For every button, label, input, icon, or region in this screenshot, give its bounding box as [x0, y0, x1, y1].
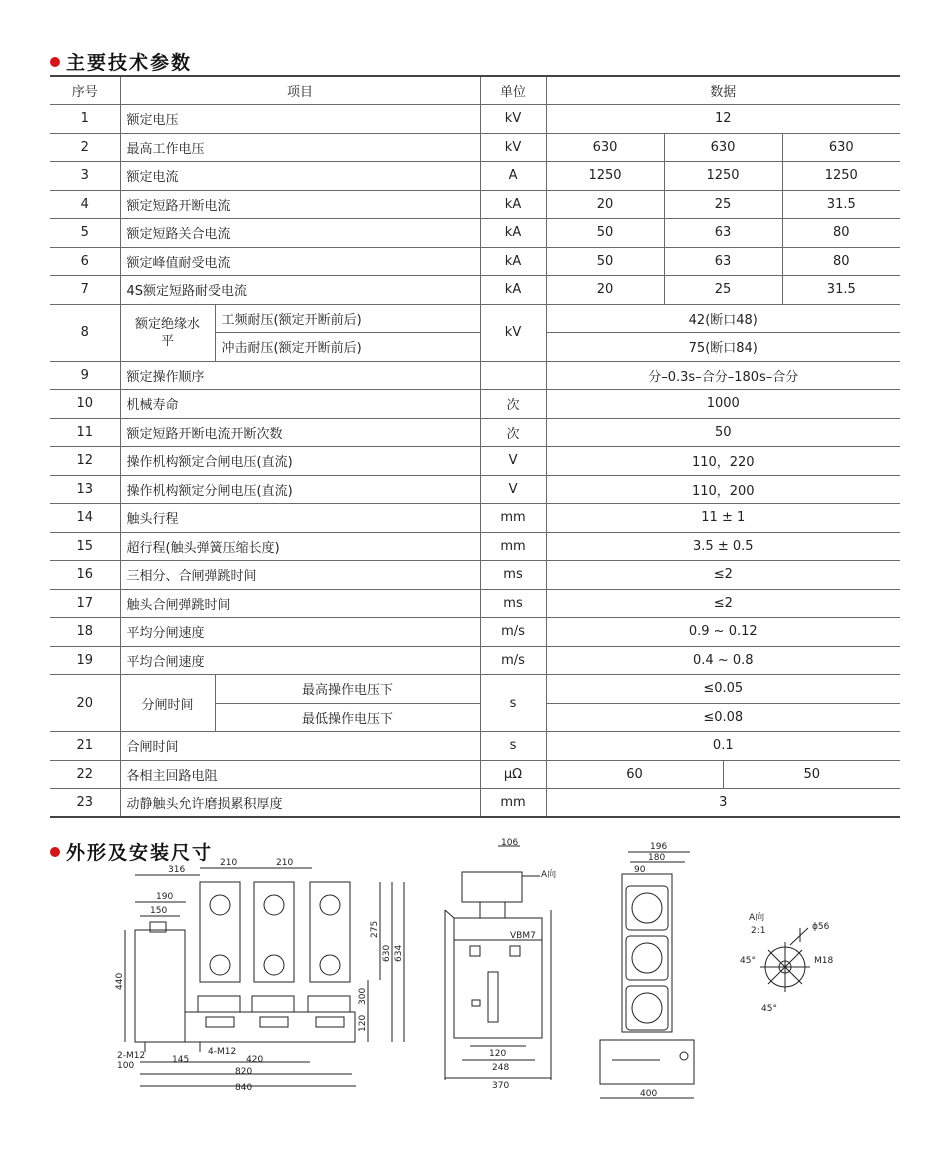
row-value: 1250: [546, 162, 664, 191]
row-value: 110，200: [546, 475, 900, 504]
row-item: 合闸时间: [120, 732, 480, 761]
dim-400-label: 400: [640, 1089, 658, 1099]
header-no: 序号: [50, 76, 120, 105]
row-unit: mm: [480, 504, 546, 533]
row-value: 25: [664, 190, 782, 219]
table-row: [50, 561, 900, 590]
angle-45-label: 45°: [761, 1004, 777, 1014]
row-value: 60: [546, 760, 723, 789]
row-no: 8: [50, 304, 120, 361]
row-item: 平均合闸速度: [120, 646, 480, 675]
table-row: [50, 618, 900, 647]
dim-120-label: 120: [358, 1014, 368, 1032]
dim-440-label: 440: [115, 972, 125, 990]
row-no: 23: [50, 789, 120, 818]
row-no: 16: [50, 561, 120, 590]
row-unit: mm: [480, 789, 546, 818]
row-value: 630: [546, 133, 664, 162]
dim-phi56-label: ϕ56: [812, 922, 830, 932]
front-view-labels: [115, 858, 404, 1093]
row-subitem: 最低操作电压下: [215, 703, 480, 732]
row-no: 19: [50, 646, 120, 675]
detail-a-labels: [740, 911, 833, 1014]
row-value: ≤2: [546, 561, 900, 590]
row-unit: kV: [480, 133, 546, 162]
dim-106-label: 106: [501, 838, 519, 848]
dim-150-label: 150: [150, 906, 168, 916]
dim-145-label: 145: [172, 1055, 190, 1065]
row-item: 额定操作顺序: [120, 361, 480, 390]
row-subitem: 工频耐压(额定开断前后): [215, 304, 480, 333]
row-item: 额定电流: [120, 162, 480, 191]
table-row: [50, 361, 900, 390]
spec-table: [50, 75, 900, 818]
row-value: 3.5 ± 0.5: [546, 532, 900, 561]
dim-180-label: 180: [648, 853, 666, 863]
row-unit: kA: [480, 247, 546, 276]
dim-300-label: 300: [358, 987, 368, 1005]
dim-190-label: 190: [156, 892, 174, 902]
detail-a-drawing: [760, 928, 810, 992]
row-subitem: 最高操作电压下: [215, 675, 480, 704]
row-no: 1: [50, 105, 120, 134]
table-row: [50, 276, 900, 305]
row-unit: 次: [480, 390, 546, 419]
dim-840-label: 840: [235, 1083, 253, 1093]
row-item: 三相分、合闸弹跳时间: [120, 561, 480, 590]
table-row: [50, 675, 900, 704]
row-no: 14: [50, 504, 120, 533]
row-group: 额定绝缘水平: [120, 304, 215, 361]
row-value: 50: [546, 219, 664, 248]
row-unit: m/s: [480, 646, 546, 675]
row-value: 63: [664, 247, 782, 276]
row-value: ≤0.05: [546, 675, 900, 704]
dim-248-label: 248: [492, 1063, 510, 1073]
row-item: 触头行程: [120, 504, 480, 533]
row-value: 11 ± 1: [546, 504, 900, 533]
top-view-drawing: [600, 852, 694, 1098]
row-item: 各相主回路电阻: [120, 760, 480, 789]
row-value: 42(断口48): [546, 304, 900, 333]
dim-210-label: 210: [220, 858, 238, 868]
row-item: 操作机构额定合闸电压(直流): [120, 447, 480, 476]
row-value: 50: [723, 760, 900, 789]
row-unit: kA: [480, 190, 546, 219]
row-unit: V: [480, 447, 546, 476]
row-no: 6: [50, 247, 120, 276]
row-unit: m/s: [480, 618, 546, 647]
row-value: ≤2: [546, 589, 900, 618]
row-item: 额定峰值耐受电流: [120, 247, 480, 276]
side-view-drawing: [445, 846, 551, 1080]
a-view-label: A向: [541, 870, 557, 880]
row-value: 50: [546, 247, 664, 276]
row-no: 9: [50, 361, 120, 390]
row-item: 额定短路开断电流开断次数: [120, 418, 480, 447]
row-item: 最高工作电压: [120, 133, 480, 162]
row-no: 13: [50, 475, 120, 504]
dim-196-label: 196: [650, 842, 668, 852]
row-value: 630: [664, 133, 782, 162]
table-row: [50, 390, 900, 419]
row-value: 20: [546, 190, 664, 219]
row-item: 额定短路关合电流: [120, 219, 480, 248]
row-value: 0.1: [546, 732, 900, 761]
table-row: [50, 133, 900, 162]
row-no: 18: [50, 618, 120, 647]
row-value: 80: [782, 247, 900, 276]
row-no: 17: [50, 589, 120, 618]
table-row: [50, 760, 900, 789]
row-no: 2: [50, 133, 120, 162]
row-unit: [480, 361, 546, 390]
row-value: 50: [546, 418, 900, 447]
row-value: 31.5: [782, 276, 900, 305]
dim-2m12-label: 2-M12: [117, 1051, 146, 1061]
table-row: [50, 475, 900, 504]
row-value: 31.5: [782, 190, 900, 219]
row-no: 3: [50, 162, 120, 191]
row-no: 20: [50, 675, 120, 732]
row-value: 3: [546, 789, 900, 818]
dim-370-label: 370: [492, 1081, 510, 1091]
dim-100-label: 100: [117, 1061, 135, 1071]
angle-45-label: 45°: [740, 956, 756, 966]
row-item: 动静触头允许磨损累积厚度: [120, 789, 480, 818]
table-row: [50, 219, 900, 248]
model-label: VBM7: [510, 931, 536, 941]
row-item: 触头合闸弹跳时间: [120, 589, 480, 618]
row-value: 110，220: [546, 447, 900, 476]
row-unit: kV: [480, 304, 546, 361]
table-row: [50, 447, 900, 476]
row-item: 4S额定短路耐受电流: [120, 276, 480, 305]
row-group: 分闸时间: [120, 675, 215, 732]
table-row: [50, 304, 900, 333]
row-value: 分–0.3s–合分–180s–合分: [546, 361, 900, 390]
detail-scale: 2:1: [751, 926, 766, 936]
dim-275-label: 275: [370, 920, 380, 938]
dims-section-title: 外形及安装尺寸: [50, 838, 213, 865]
row-item: 超行程(触头弹簧压缩长度): [120, 532, 480, 561]
row-value: 1000: [546, 390, 900, 419]
row-value: 20: [546, 276, 664, 305]
spec-section-title: 主要技术参数: [50, 48, 192, 75]
header-unit: 单位: [480, 76, 546, 105]
row-item: 额定电压: [120, 105, 480, 134]
row-item: 操作机构额定分闸电压(直流): [120, 475, 480, 504]
table-row: [50, 589, 900, 618]
row-value: 0.4 ~ 0.8: [546, 646, 900, 675]
row-unit: 次: [480, 418, 546, 447]
row-no: 10: [50, 390, 120, 419]
table-row: [50, 162, 900, 191]
row-unit: ms: [480, 589, 546, 618]
dim-210-label: 210: [276, 858, 294, 868]
row-unit: V: [480, 475, 546, 504]
table-row: [50, 646, 900, 675]
row-value: 12: [546, 105, 900, 134]
dim-4m12-label: 4-M12: [208, 1047, 237, 1057]
row-unit: s: [480, 732, 546, 761]
table-row: [50, 247, 900, 276]
dim-m18-label: M18: [814, 956, 834, 966]
row-item: 平均分闸速度: [120, 618, 480, 647]
table-row: [50, 504, 900, 533]
dim-420-label: 420: [246, 1055, 264, 1065]
row-unit: mm: [480, 532, 546, 561]
row-unit: s: [480, 675, 546, 732]
row-no: 12: [50, 447, 120, 476]
row-unit: A: [480, 162, 546, 191]
row-item: 机械寿命: [120, 390, 480, 419]
table-row: [50, 418, 900, 447]
row-unit: kV: [480, 105, 546, 134]
header-item: 项目: [120, 76, 480, 105]
row-value: 63: [664, 219, 782, 248]
row-no: 5: [50, 219, 120, 248]
table-row: [50, 732, 900, 761]
row-value: 0.9 ~ 0.12: [546, 618, 900, 647]
row-unit: μΩ: [480, 760, 546, 789]
row-no: 7: [50, 276, 120, 305]
header-data: 数据: [546, 76, 900, 105]
dim-120-label: 120: [489, 1049, 507, 1059]
dim-316-label: 316: [168, 865, 186, 875]
row-value: ≤0.08: [546, 703, 900, 732]
table-header-row: [50, 76, 900, 105]
table-row: [50, 532, 900, 561]
table-row: [50, 105, 900, 134]
row-subitem: 冲击耐压(额定开断前后): [215, 333, 480, 362]
row-value: 75(断口84): [546, 333, 900, 362]
row-unit: kA: [480, 276, 546, 305]
row-value: 1250: [664, 162, 782, 191]
row-value: 80: [782, 219, 900, 248]
row-no: 4: [50, 190, 120, 219]
table-row: [50, 789, 900, 818]
row-value: 25: [664, 276, 782, 305]
dim-634-label: 634: [394, 944, 404, 962]
dim-90-label: 90: [634, 865, 646, 875]
row-no: 21: [50, 732, 120, 761]
dimension-drawings: [0, 830, 950, 1156]
row-item: 额定短路开断电流: [120, 190, 480, 219]
row-value: 630: [782, 133, 900, 162]
red-bullet-icon: [50, 57, 60, 67]
table-row: [50, 190, 900, 219]
row-no: 15: [50, 532, 120, 561]
row-unit: ms: [480, 561, 546, 590]
dim-630-label: 630: [382, 944, 392, 962]
detail-title: A向: [749, 913, 765, 923]
row-no: 11: [50, 418, 120, 447]
row-unit: kA: [480, 219, 546, 248]
dim-820-label: 820: [235, 1067, 253, 1077]
row-no: 22: [50, 760, 120, 789]
row-value: 1250: [782, 162, 900, 191]
